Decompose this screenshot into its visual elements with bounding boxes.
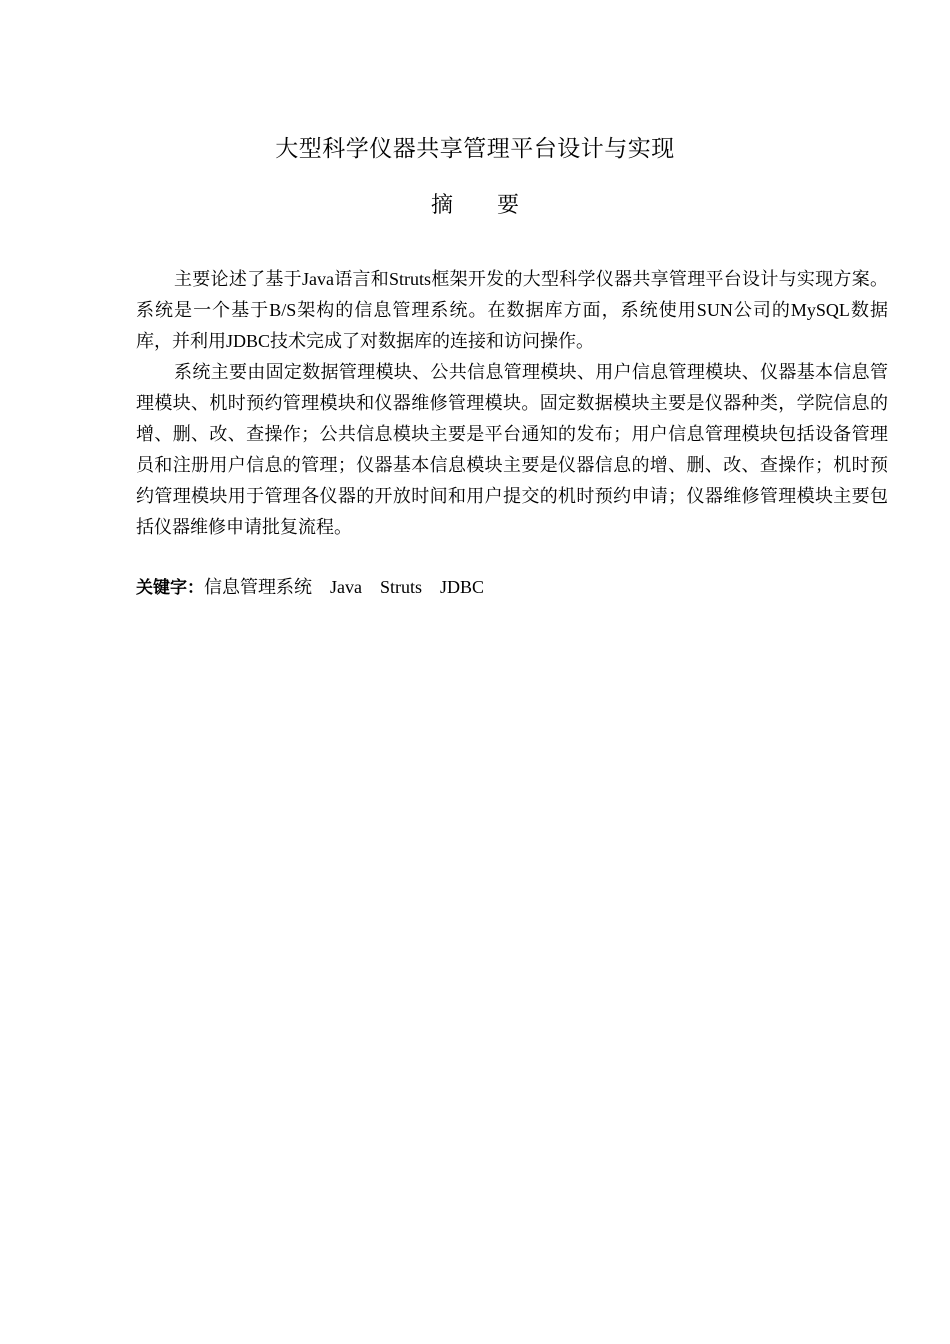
abstract-heading-char-1: 摘 (430, 193, 453, 218)
abstract-paragraph-2: 系统主要由固定数据管理模块、公共信息管理模块、用户信息管理模块、仪器基本信息管理模块、机时预约管理模块和仪器维修管理模块。固定数据模块主要是仪器种类，学院信息的增、删、改、查操作；公共信息模块主要是平台通知的发布；用户信息管理模块包括设备管理员和注册用户信息的管理；仪器基本信息模块主要是仪器信息的增、删、改、查操作；机时预约管理模块用于管理各仪器的开放时间和用户提交的机时预约申请；仪器维修管理模块主要包括仪器维修申请批复流程。 (136, 362, 888, 537)
document-title: 大型科学仪器共享管理平台设计与实现 (275, 136, 675, 162)
abstract-paragraph-1: 主要论述了基于Java语言和Struts框架开发的大型科学仪器共享管理平台设计与实现方案。系统是一个基于B/S架构的信息管理系统。在数据库方面，系统使用SUN公司的MySQL数据库，并利用JDBC技术完成了对数据库的连接和访问操作。 (136, 269, 888, 351)
abstract-heading-char-2: 要 (497, 193, 520, 218)
keywords-line (136, 572, 484, 604)
keyword-item: 信息管理系统 (204, 577, 312, 597)
abstract-body (136, 264, 888, 543)
abstract-heading (0, 190, 950, 222)
keyword-item: Java (330, 577, 362, 597)
keywords-label: 关键字： (136, 578, 204, 598)
keyword-item: JDBC (440, 577, 485, 597)
keyword-item: Struts (379, 577, 422, 597)
